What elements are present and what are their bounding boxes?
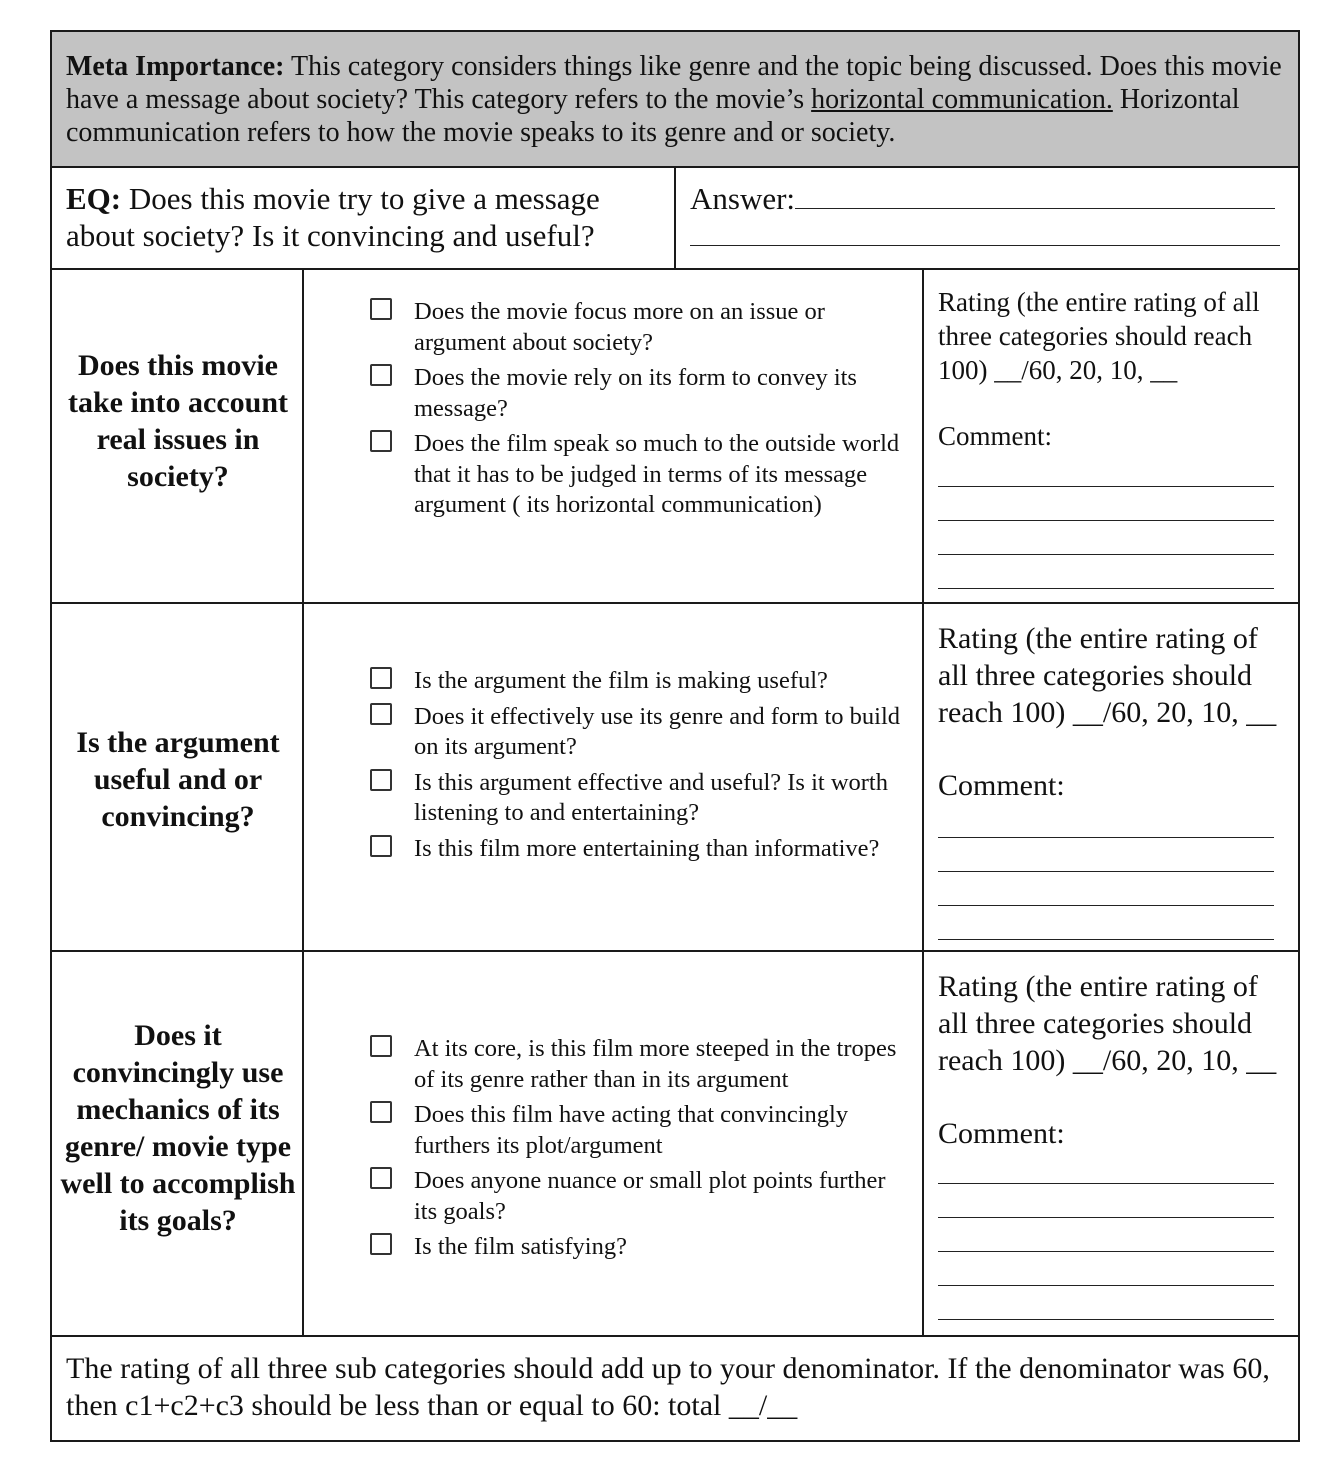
comment-label: Comment:	[938, 421, 1052, 451]
divider	[52, 1335, 1298, 1337]
rating-text: Rating (the entire rating of all three categories should reach 100) __/60, 20, 10, __	[938, 287, 1260, 385]
checklist-item[interactable]	[370, 1232, 910, 1263]
meta-label: Meta Importance:	[66, 51, 285, 82]
comment-label: Comment:	[938, 769, 1065, 802]
eq-label: EQ:	[66, 181, 122, 216]
comment-line[interactable]	[938, 1184, 1274, 1218]
checkbox[interactable]	[370, 703, 392, 725]
criterion-2: Is the argument useful and or convincing?	[76, 726, 280, 833]
criterion-1: Does this movie take into account real issues in society?	[68, 349, 288, 493]
eq-question: Does this movie try to give a message about society? Is it convincing and useful?	[66, 181, 600, 253]
checkbox[interactable]	[370, 667, 392, 689]
checklist-item[interactable]	[370, 1100, 910, 1161]
comment-line[interactable]	[938, 872, 1274, 906]
meta-importance-header	[52, 32, 1298, 166]
divider	[674, 166, 676, 268]
question-text: Does the film speak so much to the outside world that it has to be judged in terms of its message argument ( its horizontal communication)	[414, 430, 900, 518]
rating-text: Rating (the entire rating of all three categories should reach 100) __/60, 20, 10, __	[938, 622, 1277, 729]
rating-box-2	[938, 620, 1288, 940]
criterion-3: Does it convincingly use mechanics of its genre/ movie type well to accomplish its goals?	[60, 1019, 296, 1237]
comment-line[interactable]	[938, 1252, 1274, 1286]
checkbox[interactable]	[370, 430, 392, 452]
question-list-2	[370, 666, 910, 869]
footer-note: The rating of all three sub categories should add up to your denominator. If the denominator was 60, then c1+c2+c3 should be less than or equal to 60: total __/__	[66, 1352, 1270, 1422]
meta-underlined-term: horizontal communication.	[811, 84, 1113, 115]
question-text: Is the film satisfying?	[414, 1233, 627, 1260]
checkbox[interactable]	[370, 835, 392, 857]
question-text: Does it effectively use its genre and form to build on its argument?	[414, 702, 901, 760]
rubric-sheet	[50, 30, 1300, 1442]
checklist-item[interactable]	[370, 1166, 910, 1227]
comment-line[interactable]	[938, 1218, 1274, 1252]
answer-line[interactable]	[795, 182, 1275, 209]
divider	[302, 268, 304, 1336]
comment-label: Comment:	[938, 1117, 1065, 1150]
checklist-item[interactable]	[370, 834, 910, 865]
question-text: Does the movie rely on its form to convey its message?	[414, 364, 857, 422]
question-text: Does anyone nuance or small plot points further its goals?	[414, 1167, 886, 1225]
answer-label: Answer:	[690, 181, 796, 216]
question-text: Is this film more entertaining than informative?	[414, 834, 880, 862]
divider	[52, 950, 1298, 952]
question-text: Does the movie focus more on an issue or argument about society?	[414, 298, 825, 356]
comment-line[interactable]	[938, 1286, 1274, 1320]
question-list-1	[370, 297, 910, 526]
comment-line[interactable]	[938, 487, 1274, 521]
checklist-item[interactable]	[370, 702, 910, 763]
checklist-item[interactable]	[370, 297, 910, 358]
question-text: Is this argument effective and useful? Is it worth listening to and entertaining?	[414, 768, 888, 826]
rating-text: Rating (the entire rating of all three categories should reach 100) __/60, 20, 10, __	[938, 970, 1277, 1077]
checkbox[interactable]	[370, 1233, 392, 1255]
divider	[922, 268, 924, 1336]
checklist-item[interactable]	[370, 363, 910, 424]
answer-line[interactable]	[690, 227, 1280, 246]
checkbox[interactable]	[370, 1101, 392, 1123]
meta-text-2: Horizontal communication refers to how the movie speaks to its genre and or society.	[66, 84, 1240, 148]
checkbox[interactable]	[370, 1167, 392, 1189]
comment-line[interactable]	[938, 838, 1274, 872]
comment-line[interactable]	[938, 453, 1274, 487]
checkbox[interactable]	[370, 298, 392, 320]
checkbox[interactable]	[370, 769, 392, 791]
divider	[52, 602, 1298, 604]
answer-area[interactable]	[690, 180, 1285, 254]
essential-question	[66, 180, 666, 254]
rating-box-1	[938, 285, 1288, 589]
checklist-item[interactable]	[370, 429, 910, 521]
question-text: At its core, is this film more steeped in the tropes of its genre rather than in its argument	[414, 1035, 897, 1093]
meta-text-1: This category considers things like genre and the topic being discussed. Does this movie have a message about society? This category refers to the movie’s	[66, 51, 1282, 115]
comment-line[interactable]	[938, 521, 1274, 555]
checkbox[interactable]	[370, 1035, 392, 1057]
checkbox[interactable]	[370, 364, 392, 386]
comment-line[interactable]	[938, 804, 1274, 838]
comment-line[interactable]	[938, 555, 1274, 589]
divider	[52, 268, 1298, 270]
checklist-item[interactable]	[370, 1034, 910, 1095]
checklist-item[interactable]	[370, 768, 910, 829]
question-list-3	[370, 1034, 910, 1268]
comment-line[interactable]	[938, 906, 1274, 940]
comment-line[interactable]	[938, 1152, 1274, 1184]
question-text: Does this film have acting that convincingly furthers its plot/argument	[414, 1101, 849, 1159]
checklist-item[interactable]	[370, 666, 910, 697]
rating-box-3	[938, 968, 1288, 1320]
question-text: Is the argument the film is making useful?	[414, 667, 828, 694]
